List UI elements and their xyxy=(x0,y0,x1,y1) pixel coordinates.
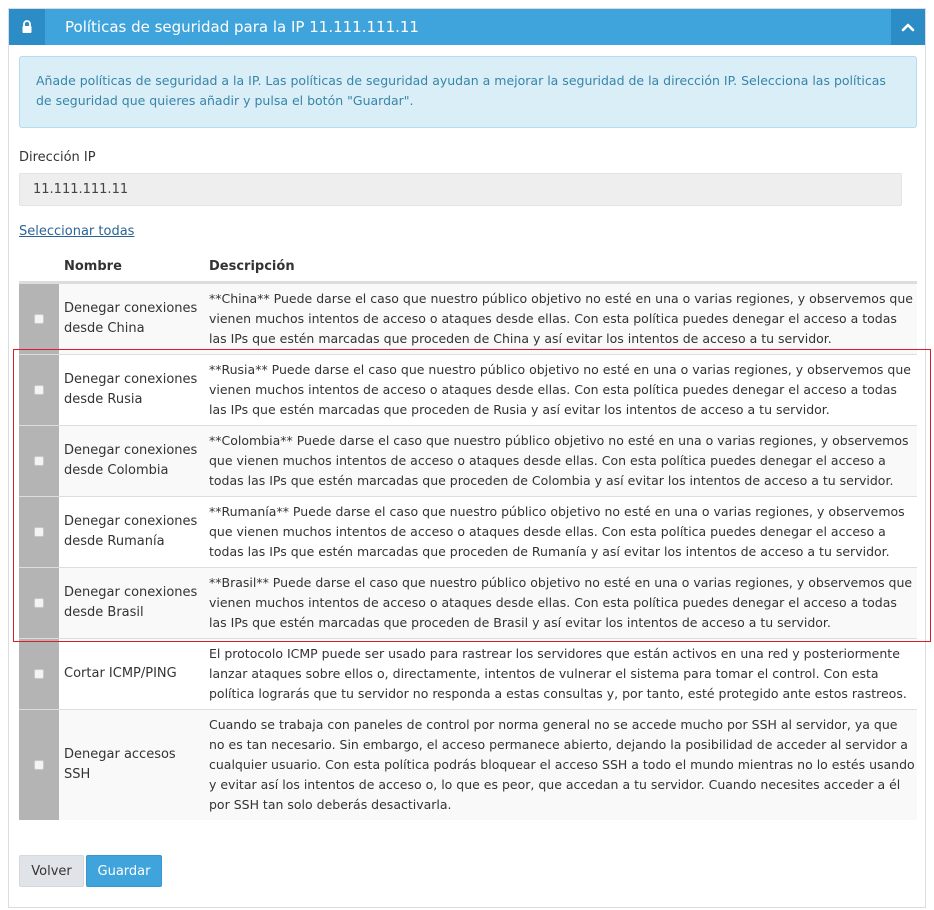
policy-name: Cortar ICMP/PING xyxy=(64,666,177,681)
policy-row-brazil xyxy=(19,567,917,638)
policy-row-icmp xyxy=(19,638,917,709)
save-button[interactable]: Guardar xyxy=(86,855,162,887)
info-alert: Añade políticas de seguridad a la IP. Las políticas de seguridad ayudan a mejorar la seguridad de la dirección IP. Selecciona las políticas de seguridad que quieres añadir y pulsa el botón "Guardar". xyxy=(19,56,917,128)
policy-description: Cuando se trabaja con paneles de control por norma general no se accede mucho por SSH al servidor, ya que no es tan necesario. Sin embargo, el acceso permanece abierto, dejando la posibilidad de acceder al servidor a cualquier usuario. Con esta política podrás bloquear el acceso SSH a todo el mundo mientras no lo estés usando y evitar así los intentos de acceso o, lo que es peor, que accedan a tu servidor. Cuando necesites acceder a él por SSH tan solo deberás desactivarla. xyxy=(209,717,915,812)
panel-title: Políticas de seguridad para la IP 11.111.111.11 xyxy=(65,18,419,36)
policy-checkbox-ssh[interactable] xyxy=(34,760,44,770)
checkbox-cell xyxy=(19,568,59,638)
policy-description: **Rusia** Puede darse el caso que nuestro público objetivo no esté en una o varias regiones, y observemos que vienen muchos intentos de acceso o ataques desde ellas. Con esta política puedes denegar el acceso a todas las IPs que estén marcadas que proceden de Rusia y así evitar los intentos de acceso a tu servidor. xyxy=(209,362,911,417)
table-header xyxy=(19,253,917,283)
checkbox-cell xyxy=(19,639,59,709)
policy-description: **Brasil** Puede darse el caso que nuestro público objetivo no esté en una o varias regiones, y observemos que vienen muchos intentos de acceso o ataques desde ellas. Con esta política puedes denegar el acceso a todas las IPs que estén marcadas que proceden de Brasil y así evitar los intentos de acceso a tu servidor. xyxy=(209,575,913,630)
lock-icon xyxy=(9,9,45,45)
policy-row-ssh xyxy=(19,709,917,820)
column-header-description: Descripción xyxy=(209,259,295,274)
checkbox-cell xyxy=(19,710,59,820)
policy-checkbox-china[interactable] xyxy=(34,314,44,324)
policy-row-russia xyxy=(19,354,917,425)
policy-row-romania xyxy=(19,496,917,567)
policy-name: Denegar conexiones desde Rumanía xyxy=(64,514,198,549)
policy-name: Denegar conexiones desde Brasil xyxy=(64,585,198,620)
policy-name: Denegar conexiones desde Rusia xyxy=(64,372,198,407)
policy-name: Denegar accesos SSH xyxy=(64,747,176,782)
policy-checkbox-brazil[interactable] xyxy=(34,598,44,608)
policy-description: **China** Puede darse el caso que nuestro público objetivo no esté en una o varias regiones, y observemos que vienen muchos intentos de acceso o ataques desde ellas. Con esta política puedes denegar el acceso a todas las IPs que estén marcadas que proceden de China y así evitar los intentos de acceso a tu servidor. xyxy=(209,291,913,346)
chevron-up-icon[interactable] xyxy=(891,9,925,45)
panel-header xyxy=(9,9,925,45)
policy-checkbox-russia[interactable] xyxy=(34,385,44,395)
policy-checkbox-icmp[interactable] xyxy=(34,669,44,679)
policy-description: El protocolo ICMP puede ser usado para rastrear los servidores que están activos en una red y posteriormente lanzar ataques sobre ellos o, directamente, intentos de vulnerar el sistema para tomar el control. Con esta política lograrás que tu servidor no responda a estas consultas y, por tanto, esté protegido ante estos rastreos. xyxy=(209,646,907,701)
ip-address-field[interactable] xyxy=(19,173,902,206)
policy-checkbox-colombia[interactable] xyxy=(34,456,44,466)
ip-label: Dirección IP xyxy=(19,150,96,165)
policy-row-china xyxy=(19,283,917,354)
security-policies-panel xyxy=(8,8,926,908)
checkbox-cell xyxy=(19,355,59,425)
checkbox-cell xyxy=(19,284,59,354)
policy-name: Denegar conexiones desde China xyxy=(64,301,198,336)
policy-checkbox-romania[interactable] xyxy=(34,527,44,537)
policy-description: **Rumanía** Puede darse el caso que nuestro público objetivo no esté en una o varias regiones, y observemos que vienen muchos intentos de acceso o ataques desde ellas. Con esta política puedes denegar el acceso a todas las IPs que estén marcadas que proceden de Rumanía y así evitar los intentos de acceso a tu servidor. xyxy=(209,504,905,559)
select-all-link[interactable]: Seleccionar todas xyxy=(19,224,135,239)
policy-description: **Colombia** Puede darse el caso que nuestro público objetivo no esté en una o varias regiones, y observemos que vienen muchos intentos de acceso o ataques desde ellas. Con esta política puedes denegar el acceso a todas las IPs que estén marcadas que proceden de Colombia y así evitar los intentos de acceso a tu servidor. xyxy=(209,433,909,488)
policy-row-colombia xyxy=(19,425,917,496)
column-header-name: Nombre xyxy=(64,259,122,274)
back-button[interactable]: Volver xyxy=(19,855,84,887)
policy-name: Denegar conexiones desde Colombia xyxy=(64,443,198,478)
checkbox-cell xyxy=(19,426,59,496)
checkbox-cell xyxy=(19,497,59,567)
